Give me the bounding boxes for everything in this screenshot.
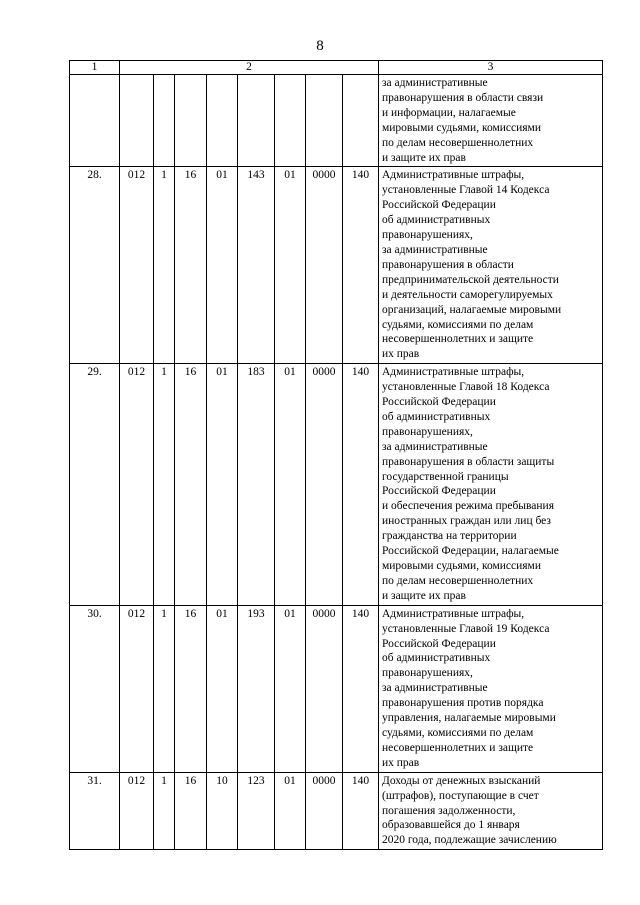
code-article: 10 [207,772,238,850]
row-number: 28. [70,167,120,364]
table-cell [70,75,120,167]
continuation-description: за административные правонарушения в области связи и информации, налагаемые мировыми судьями, комиссиями по делам несовершеннолетних и защите их прав [379,75,603,167]
code-admin: 012 [120,772,154,850]
code-subarticle: 193 [238,605,275,772]
code-classification: 140 [343,772,379,850]
table-cell [175,75,207,167]
code-subgroup: 16 [175,772,207,850]
code-program: 0000 [306,364,343,606]
code-article: 01 [207,605,238,772]
table-cell [238,75,275,167]
table-row [70,772,603,850]
code-group: 1 [154,772,175,850]
code-admin: 012 [120,364,154,606]
table-cell [154,75,175,167]
table-cell [120,75,154,167]
budget-codes-table [69,60,603,850]
code-group: 1 [154,364,175,606]
header-col-3: 3 [379,61,603,75]
code-subarticle: 143 [238,167,275,364]
header-col-2: 2 [120,61,379,75]
row-number: 30. [70,605,120,772]
code-element: 01 [275,605,306,772]
code-subgroup: 16 [175,364,207,606]
code-program: 0000 [306,167,343,364]
code-subgroup: 16 [175,605,207,772]
code-classification: 140 [343,364,379,606]
row-description: Административные штрафы, установленные Главой 19 Кодекса Российской Федерации об административных правонарушениях, за административные правонарушения против порядка управления, налагаемые мировыми судьями, комиссиями по делам несовершеннолетних и защите их прав [379,605,603,772]
continuation-row [70,75,603,167]
code-program: 0000 [306,605,343,772]
code-program: 0000 [306,772,343,850]
code-classification: 140 [343,167,379,364]
table-cell [343,75,379,167]
table-header-row [70,61,603,75]
code-group: 1 [154,605,175,772]
code-subgroup: 16 [175,167,207,364]
table-cell [306,75,343,167]
table-cell [275,75,306,167]
code-element: 01 [275,772,306,850]
code-element: 01 [275,364,306,606]
table-cell [207,75,238,167]
page-number: 8 [316,38,324,54]
row-number: 29. [70,364,120,606]
code-classification: 140 [343,605,379,772]
code-article: 01 [207,167,238,364]
row-description: Доходы от денежных взысканий (штрафов), поступающие в счет погашения задолженности, образовавшейся до 1 января 2020 года, подлежащие зачислению [379,772,603,850]
code-article: 01 [207,364,238,606]
code-admin: 012 [120,605,154,772]
code-admin: 012 [120,167,154,364]
table-row [70,605,603,772]
code-group: 1 [154,167,175,364]
row-description: Административные штрафы, установленные Главой 18 Кодекса Российской Федерации об административных правонарушениях, за административные правонарушения в области защиты государственной границы Российской Федерации и обеспечения режима пребывания иностранных граждан или лиц без гражданства на территории Российской Федерации, налагаемые мировыми судьями, комиссиями по делам несовершеннолетних и защите их прав [379,364,603,606]
row-number: 31. [70,772,120,850]
table-row [70,167,603,364]
header-col-1: 1 [70,61,120,75]
code-subarticle: 123 [238,772,275,850]
code-subarticle: 183 [238,364,275,606]
table-row [70,364,603,606]
row-description: Административные штрафы, установленные Главой 14 Кодекса Российской Федерации об административных правонарушениях, за административные правонарушения в области предпринимательской деятельности и деятельности саморегулируемых организаций, налагаемые мировыми судьями, комиссиями по делам несовершеннолетних и защите их прав [379,167,603,364]
code-element: 01 [275,167,306,364]
